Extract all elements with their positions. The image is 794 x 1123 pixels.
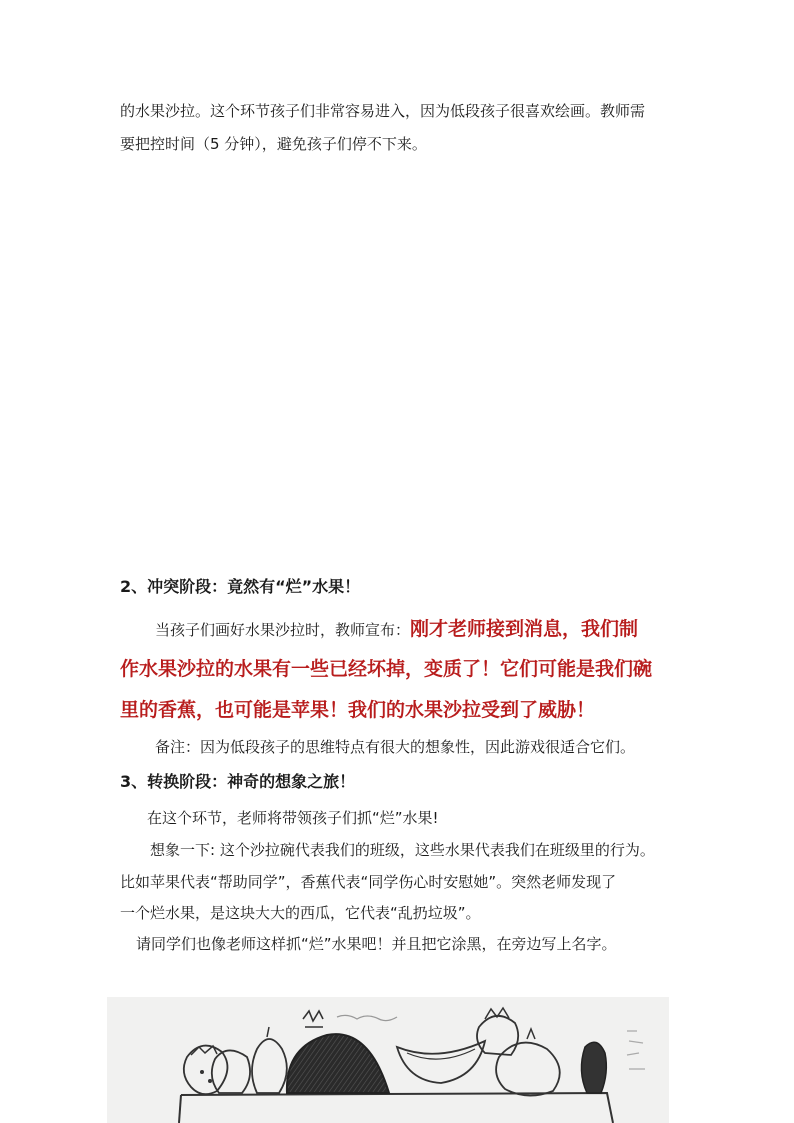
announcement-emphasis-2: 作水果沙拉的水果有一些已经坏掉，变质了！它们可能是我们碗 bbox=[120, 658, 653, 680]
announcement-emphasis-1: 刚才老师接到消息，我们制 bbox=[410, 618, 639, 640]
intro-line-2: 要把控时间（5 分钟），避免孩子们停不下来。 bbox=[120, 135, 427, 153]
section-2-paragraph-line-1 bbox=[155, 617, 638, 642]
child-fruit-salad-drawing bbox=[107, 997, 669, 1123]
section-2-lead-text: 当孩子们画好水果沙拉时，教师宣布： bbox=[155, 621, 411, 639]
intro-line-1: 的水果沙拉。这个环节孩子们非常容易进入，因为低段孩子很喜欢绘画。教师需 bbox=[120, 102, 646, 120]
section-3-paragraph-3: 请同学们也像老师这样抓“烂”水果吧！并且把它涂黑，在旁边写上名字。 bbox=[136, 935, 617, 953]
section-3-paragraph-2-line-2: 比如苹果代表“帮助同学”，香蕉代表“同学伤心时安慰她”。突然老师发现了 bbox=[120, 873, 617, 891]
section-3-heading: 3、转换阶段：神奇的想象之旅！ bbox=[120, 772, 356, 791]
section-2-note: 备注：因为低段孩子的思维特点有很大的想象性，因此游戏很适合它们。 bbox=[155, 738, 636, 756]
section-3-paragraph-2-line-1: 想象一下: 这个沙拉碗代表我们的班级，这些水果代表我们在班级里的行为。 bbox=[150, 841, 655, 859]
fruit-bowl-sketch bbox=[107, 997, 669, 1123]
section-3-paragraph-1: 在这个环节，老师将带领孩子们抓“烂”水果! bbox=[147, 809, 439, 827]
section-2-heading: 2、冲突阶段：竟然有“烂”水果！ bbox=[120, 577, 361, 596]
section-3-paragraph-2-line-3: 一个烂水果，是这块大大的西瓜，它代表“乱扔垃圾”。 bbox=[120, 904, 481, 922]
announcement-emphasis-3: 里的香蕉，也可能是苹果！我们的水果沙拉受到了威胁！ bbox=[120, 699, 596, 721]
